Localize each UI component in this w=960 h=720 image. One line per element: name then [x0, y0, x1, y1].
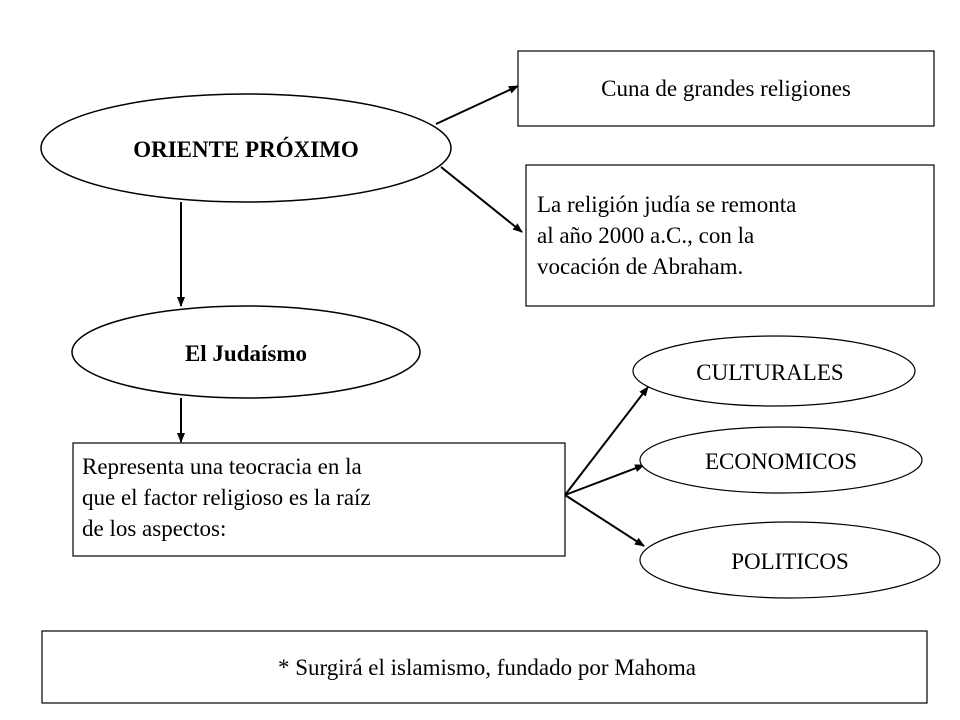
node-cuna-religiones	[518, 51, 934, 126]
node-politicos	[640, 522, 940, 598]
node-economicos-label: ECONOMICOS	[704, 449, 858, 474]
node-judaismo-label: El Judaísmo	[184, 341, 308, 366]
arrow-teocracia-to-politicos	[565, 495, 644, 546]
node-teocracia-line-1: Representa una teocracia en la	[82, 454, 362, 479]
node-oriente-proximo-label: ORIENTE PRÓXIMO	[133, 137, 359, 162]
node-islamismo-note	[42, 631, 927, 703]
node-islamismo-label: * Surgirá el islamismo, fundado por Mahoma	[278, 655, 696, 680]
node-religion-judia-line-3: vocación de Abraham.	[537, 254, 744, 279]
node-cuna-religiones-label: Cuna de grandes religiones	[601, 76, 851, 101]
arrow-oriente-to-religion-judia	[441, 167, 522, 232]
node-teocracia-line-2: que el factor religioso es la raíz	[82, 485, 371, 510]
node-oriente-proximo	[41, 94, 451, 202]
arrow-oriente-to-cuna	[436, 86, 518, 124]
node-culturales-label: CULTURALES	[696, 360, 844, 385]
node-politicos-label: POLITICOS	[731, 549, 849, 574]
node-culturales	[633, 336, 915, 406]
node-judaismo	[72, 306, 420, 398]
node-teocracia-line-3: de los aspectos:	[82, 516, 227, 541]
node-economicos	[640, 427, 922, 493]
node-religion-judia-line-2: al año 2000 a.C., con la	[537, 223, 755, 248]
node-religion-judia	[526, 165, 934, 306]
node-religion-judia-line-1: La religión judía se remonta	[537, 192, 797, 217]
node-teocracia	[73, 443, 565, 556]
